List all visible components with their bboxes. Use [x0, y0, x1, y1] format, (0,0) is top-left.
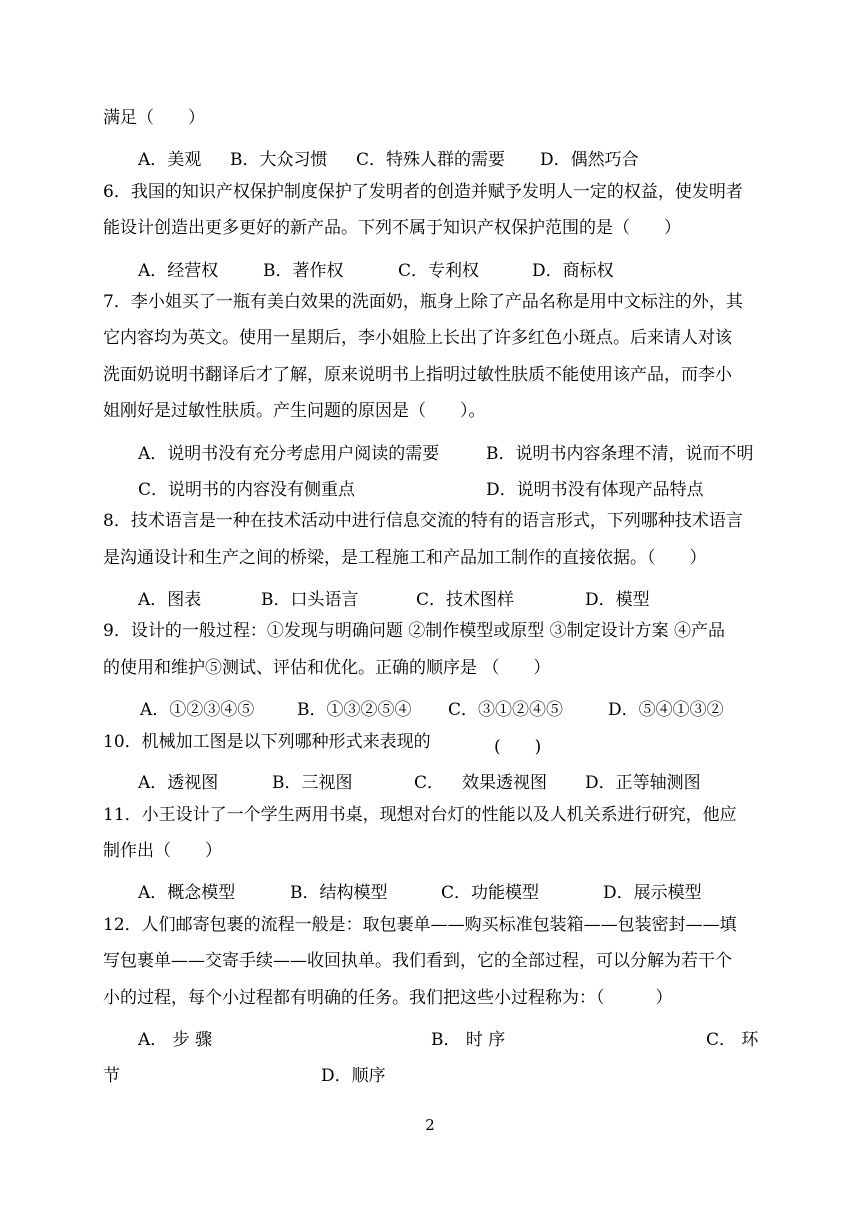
q12-option-a: A． 步 骤 — [138, 1030, 213, 1050]
q10-option-b: B．三视图 — [272, 773, 353, 793]
q6-line-2: 能设计创造出更多更好的新产品。下列不属于知识产权保护范围的是（ ） — [103, 218, 681, 238]
q10-option-d: D．正等轴测图 — [585, 773, 701, 793]
q5-option-c: C．特殊人群的需要 — [356, 150, 506, 170]
q8-line-1: 8．技术语言是一种在技术活动中进行信息交流的特有的语言形式，下列哪种技术语言 — [103, 511, 743, 531]
q7-option-c: C．说明书的内容没有侧重点 — [138, 480, 356, 500]
q12-option-c-continued: 节 — [103, 1066, 120, 1086]
q7-line-1: 7．李小姐买了一瓶有美白效果的洗面奶，瓶身上除了产品名称是用中文标注的外，其 — [103, 292, 743, 312]
q6-line-1: 6．我国的知识产权保护制度保护了发明者的创造并赋予发明人一定的权益，使发明者 — [103, 182, 743, 202]
q7-line-2: 它内容均为英文。使用一星期后，李小姐脸上长出了许多红色小斑点。后来请人对该 — [103, 328, 732, 348]
q11-option-b: B．结构模型 — [290, 883, 388, 903]
q8-option-d: D．模型 — [585, 590, 650, 610]
q7-option-b: B．说明书内容条理不清，说而不明 — [486, 444, 754, 464]
q12-line-3: 小的过程，每个小过程都有明确的任务。我们把这些小过程称为：（ ） — [103, 988, 673, 1008]
q12-line-1: 12．人们邮寄包裹的流程一般是：取包裹单——购买标准包装箱——包装密封——填 — [103, 915, 737, 935]
q7-option-a: A．说明书没有充分考虑用户阅读的需要 — [138, 444, 440, 464]
q6-option-c: C．专利权 — [398, 261, 480, 281]
q9-line-2: 的使用和维护⑤测试、评估和优化。正确的顺序是 （ ） — [103, 658, 551, 678]
q11-line-2: 制作出（ ） — [103, 841, 222, 861]
q5-option-a: A．美观 — [138, 150, 202, 170]
q11-line-1: 11．小王设计了一个学生两用书桌，现想对台灯的性能以及人机关系进行研究，他应 — [103, 805, 737, 825]
q10-bracket: ( ) — [494, 737, 542, 757]
q5-option-d: D．偶然巧合 — [540, 150, 639, 170]
q9-option-c: C．③①②④⑤ — [448, 700, 564, 720]
q10-line-1: 10．机械加工图是以下列哪种形式来表现的 — [103, 732, 431, 752]
q9-line-1: 9．设计的一般过程：①发现与明确问题 ②制作模型或原型 ③制定设计方案 ④产品 — [103, 621, 726, 641]
q7-option-d: D．说明书没有体现产品特点 — [486, 480, 704, 500]
q12-option-d: D．顺序 — [321, 1066, 386, 1086]
q9-option-b: B．①③②⑤④ — [297, 700, 412, 720]
q11-option-c: C．功能模型 — [441, 883, 540, 903]
q5-tail-line: 满足（ ） — [103, 108, 205, 128]
q7-line-3: 洗面奶说明书翻译后才了解，原来说明书上指明过敏性肤质不能使用该产品，而李小 — [103, 365, 732, 385]
q6-option-d: D．商标权 — [532, 261, 614, 281]
q5-option-b: B．大众习惯 — [230, 150, 328, 170]
q9-option-a: A．①②③④⑤ — [140, 700, 255, 720]
q11-option-a: A．概念模型 — [138, 883, 236, 903]
q10-option-a: A．透视图 — [138, 773, 219, 793]
q8-line-2: 是沟通设计和生产之间的桥梁，是工程施工和产品加工制作的直接依据。（ ） — [103, 548, 707, 568]
q6-option-a: A．经营权 — [138, 261, 219, 281]
q10-option-c-letter: C． — [414, 773, 445, 793]
q8-option-a: A．图表 — [138, 590, 202, 610]
page-number: 2 — [425, 1116, 435, 1134]
q8-option-c: C．技术图样 — [416, 590, 515, 610]
q10-option-c-text: 效果透视图 — [462, 773, 547, 793]
q12-option-b: B． 时 序 — [431, 1030, 506, 1050]
q11-option-d: D．展示模型 — [603, 883, 702, 903]
q12-option-c: C． 环 — [706, 1030, 759, 1050]
q9-option-d: D．⑤④①③② — [608, 700, 724, 720]
q7-line-4: 姐刚好是过敏性肤质。产生问题的原因是（ ）。 — [103, 401, 486, 421]
q12-line-2: 写包裹单——交寄手续——收回执单。我们看到，它的全部过程，可以分解为若干个 — [103, 951, 732, 971]
q6-option-b: B．著作权 — [263, 261, 344, 281]
q8-option-b: B．口头语言 — [261, 590, 359, 610]
